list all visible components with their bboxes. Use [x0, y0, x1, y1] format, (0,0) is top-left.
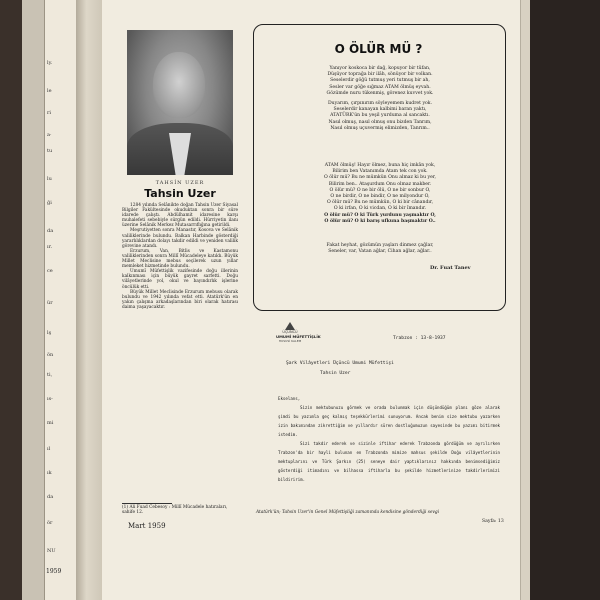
poem-line: Duyarım, çırpınırım söyleyemem kudret yok.: [327, 101, 433, 106]
book-gutter: [76, 0, 102, 600]
left-page-fragment: ri: [47, 110, 51, 116]
left-page-fragment: ti,: [47, 372, 53, 378]
left-page-fragment: a·: [47, 132, 52, 138]
left-page-fragment: ık: [47, 470, 52, 476]
left-page-fragment: lş: [47, 330, 52, 336]
poem-line: Nasıl olmuş, nasıl olmuş onu bizden Tanrım,: [328, 119, 432, 125]
letter-caption: Atatürk'ün; Tahsin Uzer'in Genel Müfettişliği zamanında kendisine gönderdiği sevgi: [256, 510, 440, 515]
poem-line: Gözümde nuru tükenmiş, görenez kuvvet yok.: [326, 90, 434, 96]
poem-line: Seselerdir göğü tutmuş yeri tutmuş bir ah,: [330, 78, 430, 84]
poem-stanza-3: [265, 163, 495, 225]
left-page-fragment: ıl: [47, 446, 51, 452]
poem-line: Düşüyor toprağa bir ilâh, sönüyor bir volkan.: [327, 72, 433, 78]
poem-line: O ne birdir, O ne bindir, O ne milyondur O,: [330, 194, 430, 200]
left-page-fragment: ly.: [47, 60, 53, 66]
letterhead-line: ÜÇÜNCÜ: [282, 330, 298, 334]
biography-text: [122, 203, 238, 310]
footnote-rule: [122, 503, 172, 504]
poem-stanza-2: [265, 101, 495, 132]
emblem-icon: [285, 322, 295, 330]
page-number: Sayfa: 13: [482, 519, 504, 524]
poem-line: Bilirim ben.. Ataşurdum Onu olmaz makber.: [328, 181, 432, 187]
portrait-photo: [127, 30, 233, 175]
poem-stanza-4: [265, 243, 495, 255]
bio-paragraph: 1284 yılında Selânikte doğan Tahsin Uzer Siyasal Bilgiler Fakültesinde okuduktan sonra bir süre idarede çalıştı. Abdülhamit idaresine karşı muhalefeti sebebiyle sürgün edildi. Hürriyetin ilanı üzerine Selânik Merkez Mutasarrıflığına getirildi.: [122, 203, 238, 229]
left-page-fragment: da: [47, 228, 54, 234]
left-page-fragment: ön: [47, 352, 54, 358]
poem-line: ATATÜRK'ün bu yeşil yurduma al sancaktı.: [330, 113, 430, 119]
left-page-edge: [0, 0, 78, 600]
poem-line: O ölür mü? Bu ne mümkün, O ki bir cânandır,: [326, 200, 434, 206]
poem-line: ATAM ölmüş! Hayır ölmez, buna hiç imkân yok,: [324, 163, 436, 168]
footnote: (1) Ali Fuad Cebesoy : Millî Mücadele hatıraları, sahife 12.: [122, 505, 228, 516]
poem-line: Bilirim ben Vatanımda Atam tek con yok.: [332, 169, 428, 175]
poem-line: O ölür mü? O ne bir ölü, O ne bir sonbur O,: [329, 187, 431, 193]
left-page-fragment: lu: [47, 176, 52, 182]
bio-paragraph: Büyük Millet Meclisinde Erzurum mebusu olarak bulundu ve 1942 yılında vefat etti. Atatürk'ün en yakın çalışma arkadaşlarından biri olarak hatırası daima yaşayacaktır.: [122, 289, 238, 310]
bio-paragraph: Meşrutiyetten sonra Manastır, Kosova ve Selânik valiliklerinde bulundu. Balkan Harbinde gösterdiği yararlılıklardan dolayı takdir edildi ve yeniden valilik görevine atandı.: [122, 228, 238, 249]
bio-paragraph: Umumî Müfettişlik vazifesinde doğu illerinin kalkınması için büyük gayret sarfetti. Doğu vilâyetlerinde yol, okul ve bayındırlık işlerine öncülük etti.: [122, 269, 238, 290]
letter-addressee: Tahsin Uzer: [320, 371, 351, 376]
left-page-fragment: ör: [47, 520, 53, 526]
portrait-face: [153, 52, 205, 118]
photo-caption-name: Tahsin Uzer: [144, 187, 216, 200]
left-page-fragment: tu: [47, 148, 53, 154]
letterhead-line: UMUMÎ MÜFETTİŞLİK: [276, 334, 321, 339]
poem-line: Seneler, var, Vatan ağlar, Cihan ağlar, ağlar..: [328, 249, 432, 255]
book-shadow: [0, 0, 22, 600]
poem-line: Sesler var göğe sığmaz ATAM ölmüş eyvah.: [329, 84, 431, 90]
letter-paragraph: Sizin mektubunuzu görmek ve orada bulunmak için düşündüğüm planı göze alarak şimdi bu yazımla geç kalmış teşekkürlerimi sunuyorum. Ancak benim size mektubu yazarken izin bakımından zikrettiğim ve yıllardır süren dostluğumuzun sayesinde bu yazımı bitirmek istedim.: [278, 405, 500, 437]
poem-line: Nasıl olmuş uçuvermiş elimizden, Tanrım..: [330, 125, 430, 131]
poem-line: O ölür mü? O ki barış ufkuna başmaktır O..: [324, 218, 436, 224]
left-page-fragment: NU: [47, 548, 56, 554]
poem-line: Seselerdir kanayan kalbimi baran yaktı,: [333, 107, 427, 113]
poem-line: O ölür mü? O ki Türk yurdunu yaşmaktır O,: [324, 212, 436, 218]
left-page-year: 1959: [46, 568, 62, 575]
letter-body: [278, 394, 500, 484]
letterhead-line: HUSUSİ KALEM: [278, 339, 302, 343]
poem-line: O ki irfan, O ki vicdan, O ki bir îmandır.: [333, 206, 427, 212]
left-page-fragment: le: [47, 88, 52, 94]
left-page-fragment: ce: [47, 268, 53, 274]
poem-author: Dr. Fuat Tanev: [430, 265, 471, 271]
letter-paragraph: Sizi takdir ederek ve sizinle iftihar ederek Trabzonda gördüğüm ve ayrılırken Trabzon'da bir hayli bulunan en Trabzonda mimize mahsus şekilde Doğu vilâyetlerinin mektuplarını ve Türk Şarkın (25) seneye dair yaptıklarınız hakkında benimsediğimiz gösterdiği itimadını ve bilhassa iftiharla bu şekilde hizmetlerinize takdirlerimizi bildiririm.: [278, 441, 500, 482]
poem-line: Fakat heyhat, gözümün yaşları dinmez çağlar,: [326, 243, 434, 248]
letter-address: Şark Vilâyetleri Üçüncü Umumi Müfettişi: [286, 361, 394, 366]
poem-line: Yanıyor koskoca bir dağ, kopuyor bir tûfan,: [329, 66, 431, 71]
poem-line: O ölür mü? Bu ne mümkün Onu almaz ki bu yer,: [324, 175, 436, 181]
poem-stanza-1: [265, 66, 495, 97]
letter-salutation: Ekselans,: [278, 396, 301, 401]
letterhead-logo: [276, 322, 321, 343]
poem-title: O ÖLÜR MÜ ?: [334, 42, 423, 56]
left-page-fragment: ği: [47, 200, 52, 206]
bio-paragraph: Erzurum, Van, Bitlis ve Kastamonu valiliklerinden sonra Millî Mücadeleye katıldı. Büyük Millet Meclisine mebus seçilerek uzun yıllar memleket hizmetinde bulundu.: [122, 248, 238, 270]
left-page-fragment: mi: [47, 420, 54, 426]
left-page-fragment: ır.: [47, 244, 53, 250]
letter-location-date: Trabzon : 13-8-1937: [393, 336, 446, 341]
left-page-fragment: ür: [47, 300, 53, 306]
photo-caption-small: TAHSİN UZER: [155, 180, 205, 186]
right-page-edge: [520, 0, 530, 600]
left-page-fragment: ıs-: [47, 396, 53, 402]
issue-date: Mart 1959: [128, 522, 166, 530]
left-page-fragment: da: [47, 494, 54, 500]
